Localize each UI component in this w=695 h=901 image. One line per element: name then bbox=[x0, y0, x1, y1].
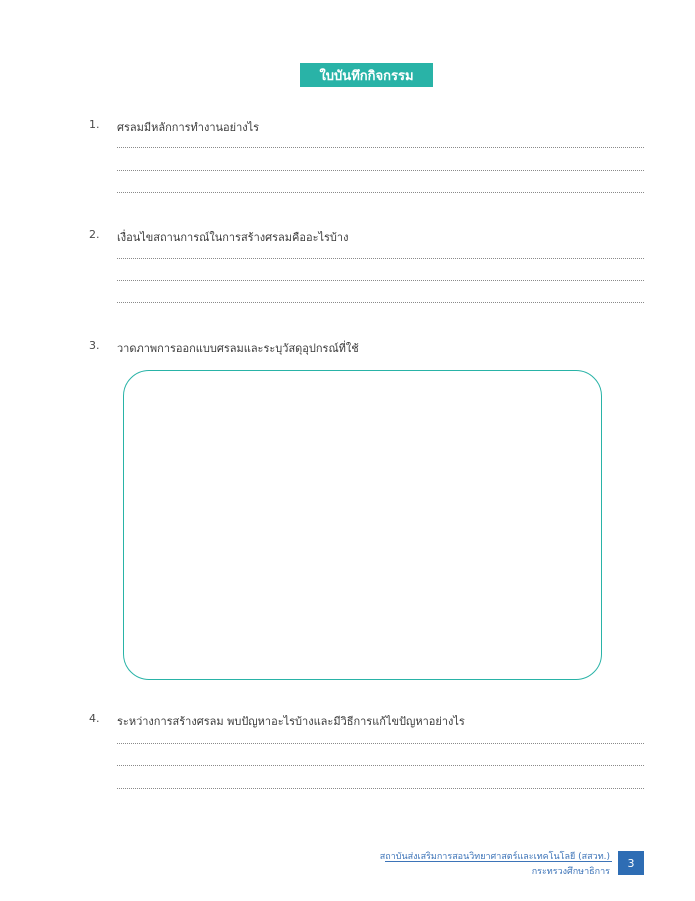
question-text: เงื่อนไขสถานการณ์ในการสร้างศรลมคืออะไรบ้าง bbox=[117, 231, 349, 244]
answer-line[interactable] bbox=[117, 147, 644, 148]
question-number: 2. bbox=[89, 228, 100, 241]
question-number: 1. bbox=[89, 118, 100, 131]
footer-institute: สถาบันส่งเสริมการสอนวิทยาศาสตร์และเทคโนโลยี (สสวท.) bbox=[379, 852, 610, 862]
page-number-badge: 3 bbox=[618, 851, 644, 875]
answer-line[interactable] bbox=[117, 302, 644, 303]
answer-line[interactable] bbox=[117, 258, 644, 259]
question-text: ระหว่างการสร้างศรลม พบปัญหาอะไรบ้างและมีวิธีการแก้ไขปัญหาอย่างไร bbox=[117, 715, 465, 728]
answer-line[interactable] bbox=[117, 765, 644, 766]
page-title: ใบบันทึกกิจกรรม bbox=[300, 63, 433, 87]
answer-line[interactable] bbox=[117, 743, 644, 744]
question-text: ศรลมมีหลักการทำงานอย่างไร bbox=[117, 121, 260, 134]
footer-ministry: กระทรวงศึกษาธิการ bbox=[531, 867, 610, 877]
answer-line[interactable] bbox=[117, 788, 644, 789]
answer-line[interactable] bbox=[117, 280, 644, 281]
question-text: วาดภาพการออกแบบศรลมและระบุวัสดุอุปกรณ์ที่ใช้ bbox=[117, 342, 359, 355]
footer-divider bbox=[385, 861, 612, 862]
question-number: 3. bbox=[89, 339, 100, 352]
answer-line[interactable] bbox=[117, 170, 644, 171]
answer-line[interactable] bbox=[117, 192, 644, 193]
drawing-area[interactable] bbox=[123, 370, 602, 680]
question-number: 4. bbox=[89, 712, 100, 725]
